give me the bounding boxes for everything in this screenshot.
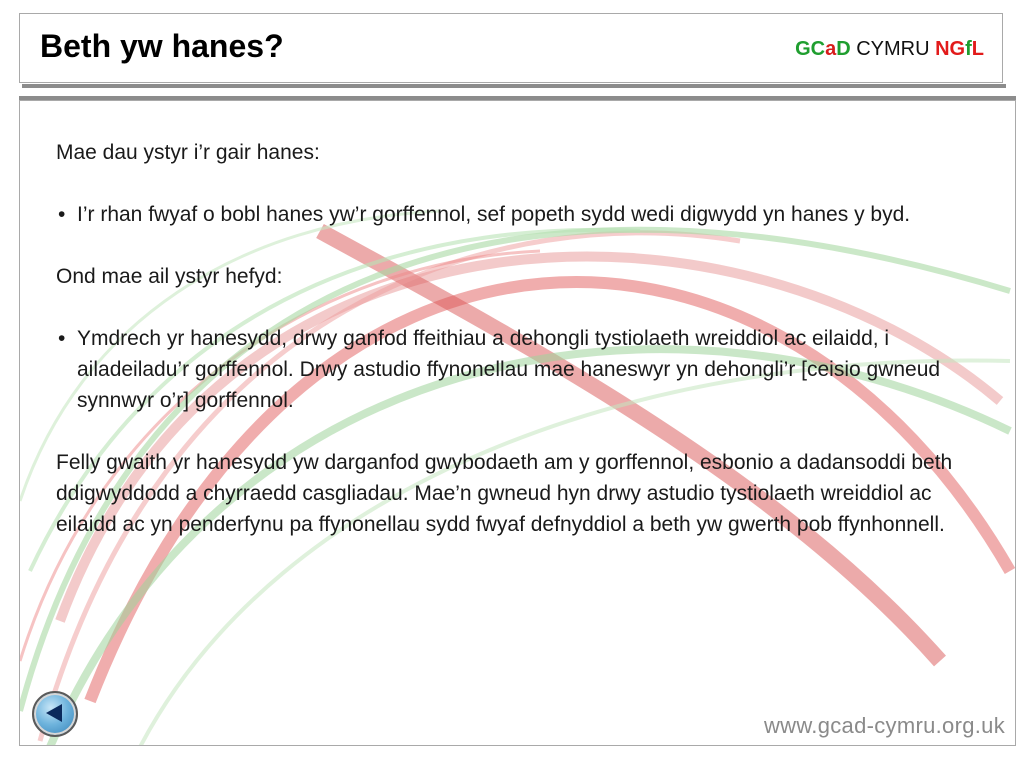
logo-l: L <box>971 38 984 60</box>
gcad-logo <box>795 38 984 61</box>
bullet-text-1: I’r rhan fwyaf o bobl hanes yw’r gorffennol, sef popeth sydd wedi digwydd yn hanes y byd. <box>77 203 911 226</box>
bullet-marker: • <box>58 203 66 226</box>
bullet-marker: • <box>58 327 66 350</box>
bullet-text-2: Ymdrech yr hanesydd, drwy ganfod ffeithiau a dehongli tystiolaeth wreiddiol ac eilaidd, i ailadeiladu’r gorffennol. Drwy astudio ffynonellau mae haneswyr yn dehongli’r [ceisio gwneud synnwyr o’r] gorffennol. <box>77 327 941 412</box>
body-text <box>56 137 986 540</box>
back-button[interactable] <box>32 691 78 737</box>
page-title: Beth yw hanes? <box>40 28 284 64</box>
logo-d: D <box>836 38 851 60</box>
logo-gc: GC <box>795 38 826 60</box>
logo-ng: NG <box>935 38 966 60</box>
logo-cymru: CYMRU <box>850 38 936 60</box>
logo-a: a <box>825 38 837 60</box>
bullet-item-1 <box>56 199 986 230</box>
intro-paragraph: Mae dau ystyr i’r gair hanes: <box>56 141 320 164</box>
conclusion-paragraph: Felly gwaith yr hanesydd yw darganfod gwybodaeth am y gorffennol, esbonio a dadansoddi beth ddigwyddodd a chyrraedd casgliadau. Mae’n gwneud hyn drwy astudio tystiolaeth wreiddiol ac eilaidd ac yn penderfynu pa ffynonellau sydd fwyaf defnyddiol a beth yw gwerth pob ffynhonnell. <box>56 451 953 536</box>
logo-f: f <box>965 38 972 60</box>
second-intro-paragraph: Ond mae ail ystyr hefyd: <box>56 265 283 288</box>
header-shadow <box>22 84 1006 88</box>
website-url: www.gcad-cymru.org.uk <box>763 713 1005 738</box>
bullet-item-2 <box>56 323 986 416</box>
content-panel <box>19 100 1016 746</box>
back-arrow-icon <box>42 703 66 723</box>
header <box>19 13 1003 83</box>
